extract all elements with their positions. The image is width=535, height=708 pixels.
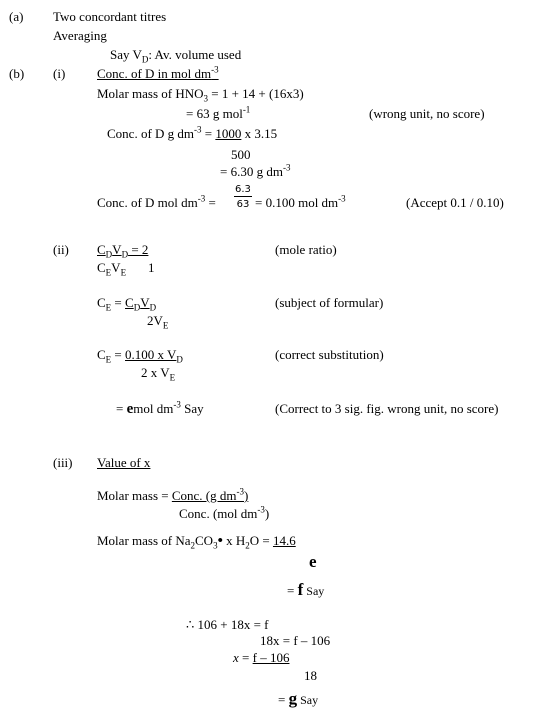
molar-mass-formula-num <box>172 488 248 503</box>
na2co3-rest: x H <box>222 533 246 548</box>
conc-d-g-result-text: = 6.30 g dm <box>220 164 283 179</box>
mole-ratio-num-expr <box>97 242 129 260</box>
subject-denominator <box>147 313 169 331</box>
mole-ratio-num-v: V <box>112 242 122 257</box>
na2co3-co: CO <box>195 533 214 548</box>
subject-eq: = <box>111 295 126 310</box>
mole-ratio-den-val: 1 <box>148 260 155 275</box>
molar-mass-formula <box>97 486 249 503</box>
substitution-lhs-sub: E <box>105 354 112 365</box>
part-b-ii-label: (ii) <box>53 242 69 257</box>
na2co3-prefix: Molar mass of Na <box>97 533 191 548</box>
part-b-i-label: (i) <box>53 66 66 81</box>
molar-mass-formula-den-close: ) <box>264 506 270 521</box>
step-3-lhs: x <box>233 650 239 665</box>
subject-num-v: V <box>140 295 150 310</box>
conc-d-g-eq: = <box>201 126 216 141</box>
say-vd-sub: D <box>141 54 149 65</box>
result-line <box>116 399 204 417</box>
g-say-line <box>278 690 318 707</box>
molar-mass-formula-num-text: Conc. (g dm <box>171 488 237 503</box>
substitution-den-sub: E <box>169 372 176 383</box>
conc-d-mol-frac-den: 63 <box>236 199 250 210</box>
mole-ratio-note: (mole ratio) <box>275 242 337 257</box>
conc-d-mol-result-text: = 0.100 mol dm <box>255 195 339 210</box>
mole-ratio-num-c-sub: D <box>105 249 113 260</box>
conc-d-mol-prefix: Conc. of D mol dm <box>97 195 198 210</box>
averaging: Averaging <box>53 28 107 43</box>
f-say: Say <box>303 584 325 598</box>
substitution-num-text: 0.100 x V <box>125 347 177 362</box>
molar-mass-result <box>186 104 251 121</box>
result-unit: mol dm <box>133 401 174 416</box>
subject-note: (subject of formular) <box>275 295 384 310</box>
wrong-unit-note: (wrong unit, no score) <box>369 106 485 121</box>
result-say: Say <box>180 401 204 416</box>
step-2: 18x = f – 106 <box>260 633 331 648</box>
g-var: g <box>288 689 298 708</box>
molar-mass-formula-den <box>179 504 270 521</box>
two-concordant-titres: Two concordant titres <box>53 9 167 24</box>
conc-d-mol-sup: -3 <box>197 193 206 204</box>
subject-num-c: C <box>125 295 134 310</box>
subject-numerator <box>125 295 157 313</box>
say-vd-suffix: : Av. volume used <box>148 47 242 62</box>
result-var-e: e <box>126 401 134 417</box>
na2co3-value: 14.6 <box>272 533 296 548</box>
subject-num-v-sub: D <box>149 302 157 313</box>
conc-d-mol-frac-num: 6.3 <box>235 184 251 195</box>
conc-d-mol-result-sup: -3 <box>338 193 346 204</box>
conc-d-heading <box>97 64 219 81</box>
molar-mass-formula-den-sup: -3 <box>257 504 265 515</box>
substitution-line <box>97 347 183 365</box>
molar-mass-formula-lhs: Molar mass = <box>97 488 172 503</box>
step-3-eq: = <box>238 650 253 665</box>
substitution-den-text: 2 x V <box>141 365 170 380</box>
conc-d-g-sup: -3 <box>194 124 202 135</box>
f-say-line <box>287 581 324 598</box>
conc-d-g-numerator: 1000 <box>215 126 242 141</box>
na2co3-h2-sub: 2 <box>245 540 250 551</box>
molar-mass-formula-den-text: Conc. (mol dm <box>179 506 258 521</box>
na2co3-den-e: e <box>309 552 317 571</box>
part-b-iii-label: (iii) <box>53 455 73 470</box>
na2co3-sub-3: 3 <box>213 540 218 551</box>
mole-ratio-num-c: C <box>97 242 106 257</box>
molar-mass-result-text: = 63 g mol <box>186 106 243 121</box>
say-vd-prefix: Say V <box>110 47 142 62</box>
subject-lhs: C <box>97 295 106 310</box>
molar-mass-formula-num-close: ) <box>244 488 249 503</box>
na2co3-o: O = <box>249 533 273 548</box>
result-eq: = <box>116 401 127 416</box>
conc-d-g-line <box>107 124 278 141</box>
mole-ratio-num-v-sub: D <box>121 249 129 260</box>
conc-d-g-result-sup: -3 <box>282 162 291 173</box>
subject-line <box>97 295 157 313</box>
conc-d-mol-eq: = <box>205 195 216 210</box>
g-eq: = <box>278 692 289 707</box>
step-3 <box>233 651 289 664</box>
g-say: Say <box>297 693 319 707</box>
subject-den-sub: E <box>162 320 169 331</box>
molar-mass-hno3-sub: 3 <box>203 93 209 104</box>
result-note: (Correct to 3 sig. fig. wrong unit, no score) <box>275 401 499 416</box>
part-a-label: (a) <box>9 9 24 24</box>
conc-d-g-prefix: Conc. of D g dm <box>107 126 195 141</box>
substitution-lhs: C <box>97 347 106 362</box>
substitution-eq: = <box>111 347 126 362</box>
mole-ratio-numerator <box>97 242 149 260</box>
substitution-num-sub: D <box>176 354 183 365</box>
f-var: f <box>297 580 304 599</box>
mole-ratio-den-c: C <box>97 260 106 275</box>
molar-mass-formula-num-sup: -3 <box>236 486 244 497</box>
f-eq: = <box>287 583 298 598</box>
molar-mass-hno3 <box>97 86 304 104</box>
subject-den-text: 2V <box>147 313 163 328</box>
mole-ratio-denominator <box>97 260 127 278</box>
conc-d-mol-line <box>97 193 216 210</box>
conc-d-heading-text: Conc. of D in mol dm <box>97 66 212 81</box>
substitution-note: (correct substitution) <box>275 347 384 362</box>
na2co3-dot: • <box>217 533 223 549</box>
value-of-x-heading: Value of x <box>97 455 151 470</box>
subject-lhs-sub: E <box>105 302 112 313</box>
subject-num-c-sub: D <box>133 302 141 313</box>
substitution-numerator <box>125 347 183 365</box>
part-b-label: (b) <box>9 66 25 81</box>
molar-mass-na2co3 <box>97 534 296 549</box>
molar-mass-result-sup: -1 <box>242 104 251 115</box>
mole-ratio-den-v-sub: E <box>120 267 127 278</box>
substitution-denominator <box>141 365 176 383</box>
result-unit-sup: -3 <box>173 399 181 410</box>
mole-ratio-num-val: = 2 <box>128 242 149 257</box>
accept-note: (Accept 0.1 / 0.10) <box>406 195 504 210</box>
conc-d-g-rest: x 3.15 <box>241 126 278 141</box>
mole-ratio-den-c-sub: E <box>105 267 112 278</box>
conc-d-heading-sup: -3 <box>211 64 219 75</box>
molar-mass-hno3-rest: = 1 + 14 + (16x3) <box>208 86 304 101</box>
conc-d-g-denominator: 500 <box>231 147 251 162</box>
molar-mass-hno3-prefix: Molar mass of HNO <box>97 86 204 101</box>
step-3-den: 18 <box>304 668 317 683</box>
mole-ratio-den-v: V <box>111 260 121 275</box>
na2co3-sub-2: 2 <box>190 540 196 551</box>
say-vd-line <box>110 47 242 65</box>
conc-d-mol-result <box>255 193 346 210</box>
conc-d-g-result <box>220 162 291 179</box>
step-1: ∴ 106 + 18x = f <box>186 617 269 632</box>
step-3-num: f – 106 <box>252 650 290 665</box>
conc-d-mol-fraction <box>234 185 252 210</box>
